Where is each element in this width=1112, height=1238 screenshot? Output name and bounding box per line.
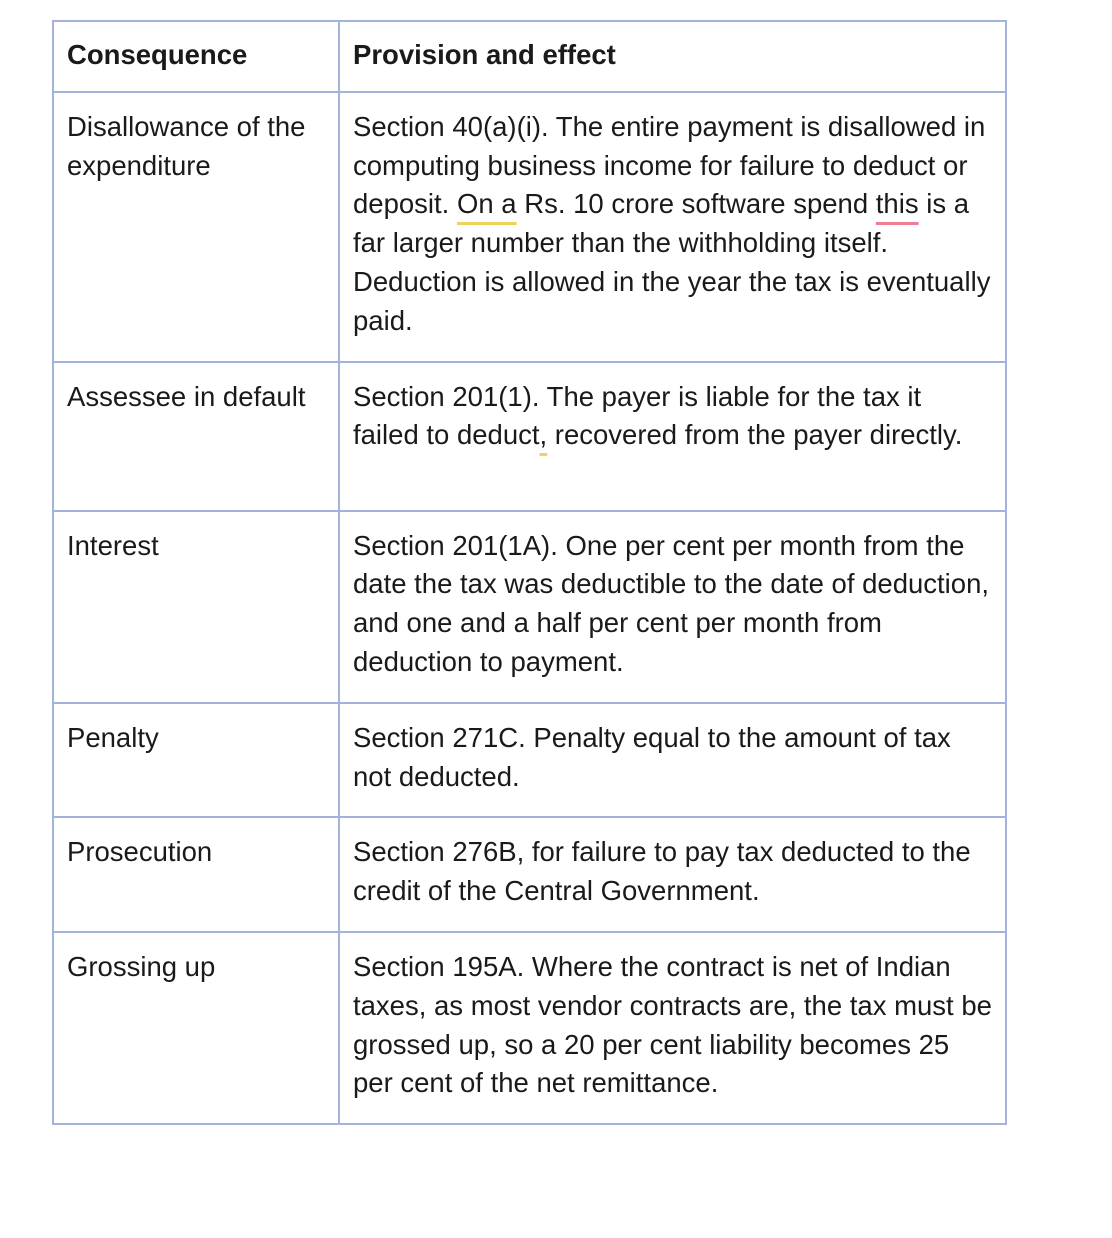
provision-text: is a far larger number than the withholding itself. Deduction is allowed in the year the tax is eventually paid.: [353, 188, 991, 336]
provision-text: Section 201(1). The payer is liable for the tax it failed to deduct: [353, 380, 922, 451]
table-row: [53, 932, 1006, 1124]
consequence-cell[interactable]: Disallowance of the expenditure: [53, 92, 339, 362]
provision-text: Section 40(a)(i). The entire payment is disallowed in computing business income for failure to deduct or deposit.: [353, 110, 986, 220]
provision-cell[interactable]: Section 271C. Penalty equal to the amount of tax not deducted.: [339, 703, 1006, 818]
provision-cell[interactable]: [339, 92, 1006, 362]
provision-cell[interactable]: Section 276B, for failure to pay tax deducted to the credit of the Central Government.: [339, 817, 1006, 932]
consequence-cell[interactable]: Interest: [53, 511, 339, 703]
table-row: [53, 362, 1006, 511]
spelling-suggestion-flag[interactable]: this: [875, 188, 919, 220]
consequence-cell[interactable]: Penalty: [53, 703, 339, 818]
table-row: [53, 703, 1006, 818]
grammar-suggestion-flag[interactable]: ,: [539, 419, 548, 451]
table-row: [53, 92, 1006, 362]
table-header-row: [53, 21, 1006, 92]
consequences-table: [52, 20, 1007, 1125]
grammar-suggestion-flag[interactable]: On a: [456, 188, 517, 220]
header-consequence: Consequence: [53, 21, 339, 92]
provision-text: recovered from the payer directly.: [547, 419, 963, 451]
provision-cell[interactable]: [339, 362, 1006, 511]
provision-text: Rs. 10 crore software spend: [516, 188, 876, 220]
table-row: [53, 511, 1006, 703]
header-provision: Provision and effect: [339, 21, 1006, 92]
consequence-cell[interactable]: Assessee in default: [53, 362, 339, 511]
provision-cell[interactable]: Section 201(1A). One per cent per month from the date the tax was deductible to the date of deduction, and one and a half per cent per month from deduction to payment.: [339, 511, 1006, 703]
consequence-cell[interactable]: Prosecution: [53, 817, 339, 932]
consequence-cell[interactable]: Grossing up: [53, 932, 339, 1124]
provision-cell[interactable]: Section 195A. Where the contract is net of Indian taxes, as most vendor contracts are, the tax must be grossed up, so a 20 per cent liability becomes 25 per cent of the net remittance.: [339, 932, 1006, 1124]
table-row: [53, 817, 1006, 932]
